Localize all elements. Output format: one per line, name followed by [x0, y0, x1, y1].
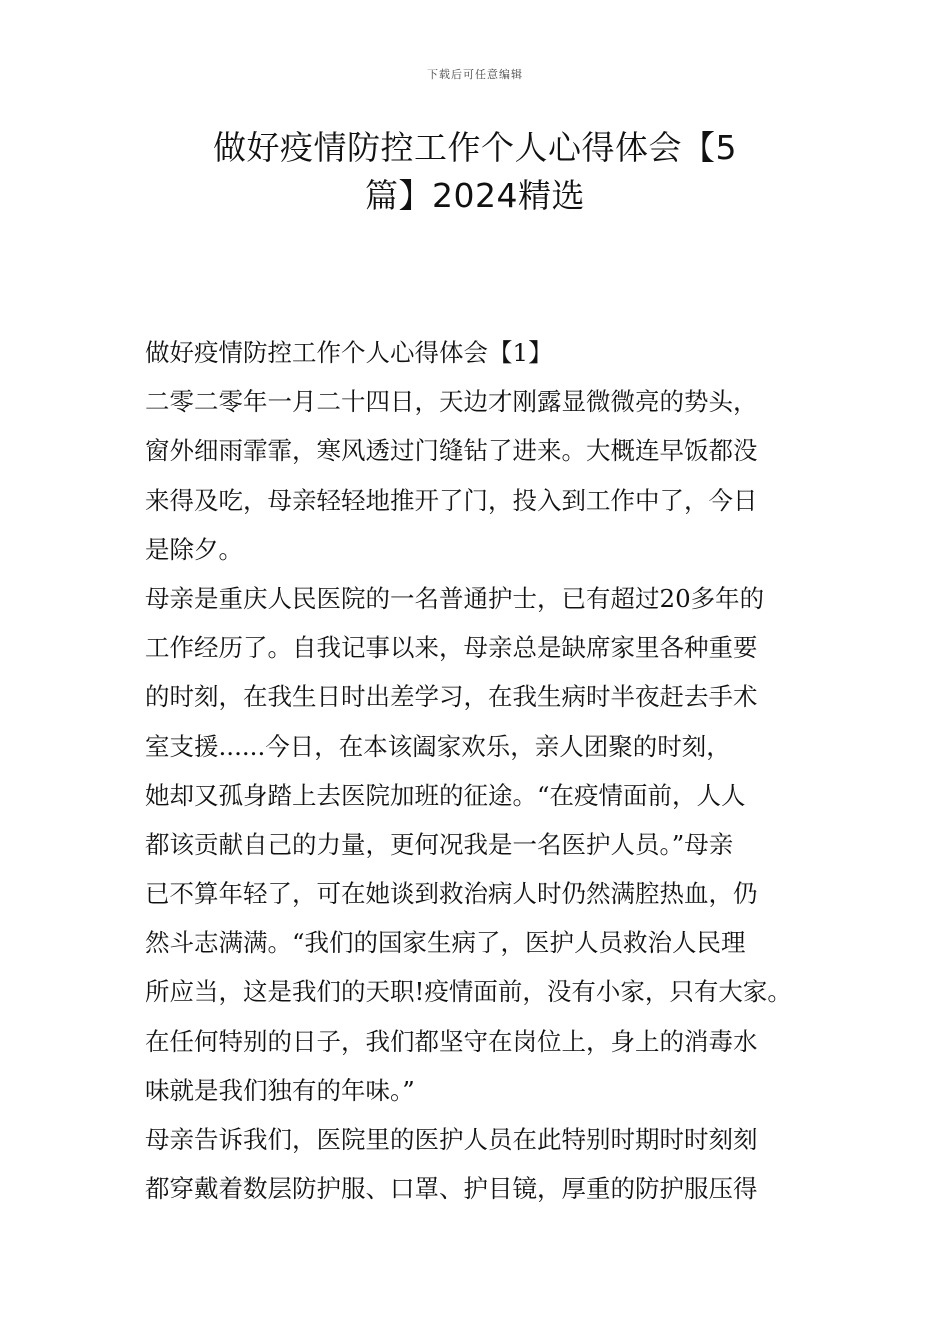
body-line: 都穿戴着数层防护服、口罩、护目镜，厚重的防护服压得	[145, 1174, 758, 1204]
body-line: 所应当，这是我们的天职!疫情面前，没有小家，只有大家。	[145, 977, 792, 1007]
title-line-1: 做好疫情防控工作个人心得体会【5	[213, 128, 737, 167]
title-line-2: 篇】2024精选	[365, 176, 585, 215]
document-body	[145, 328, 825, 1213]
body-line: 室支援......今日，在本该阖家欢乐，亲人团聚的时刻，	[145, 731, 731, 761]
body-line: 二零二零年一月二十四日，天边才刚露显微微亮的势头，	[145, 387, 758, 417]
body-line: 味就是我们独有的年味。”	[145, 1075, 415, 1105]
body-line: 母亲是重庆人民医院的一名普通护士，已有超过20多年的	[145, 583, 765, 613]
body-line: 来得及吃，母亲轻轻地推开了门，投入到工作中了，今日	[145, 485, 758, 515]
body-line: 窗外细雨霏霏，寒风透过门缝钻了进来。大概连早饭都没	[145, 436, 758, 466]
body-line: 的时刻，在我生日时出差学习，在我生病时半夜赶去手术	[145, 682, 758, 712]
body-line: 她却又孤身踏上去医院加班的征途。“在疫情面前，人人	[145, 780, 746, 810]
section-heading: 做好疫情防控工作个人心得体会【1】	[145, 338, 553, 367]
body-line: 工作经历了。自我记事以来，母亲总是缺席家里各种重要	[145, 633, 758, 663]
body-line: 母亲告诉我们，医院里的医护人员在此特别时期时时刻刻	[145, 1125, 758, 1154]
body-line: 都该贡献自己的力量，更何况我是一名医护人员。”母亲	[145, 829, 734, 859]
body-line: 已不算年轻了，可在她谈到救治病人时仍然满腔热血，仍	[145, 879, 758, 909]
document-title	[150, 124, 800, 220]
body-line: 然斗志满满。“我们的国家生病了，医护人员救治人民理	[145, 928, 746, 958]
body-line: 在任何特别的日子，我们都坚守在岗位上，身上的消毒水	[145, 1026, 758, 1056]
header-note: 下载后可任意编辑	[427, 68, 523, 81]
body-line: 是除夕。	[145, 534, 243, 564]
